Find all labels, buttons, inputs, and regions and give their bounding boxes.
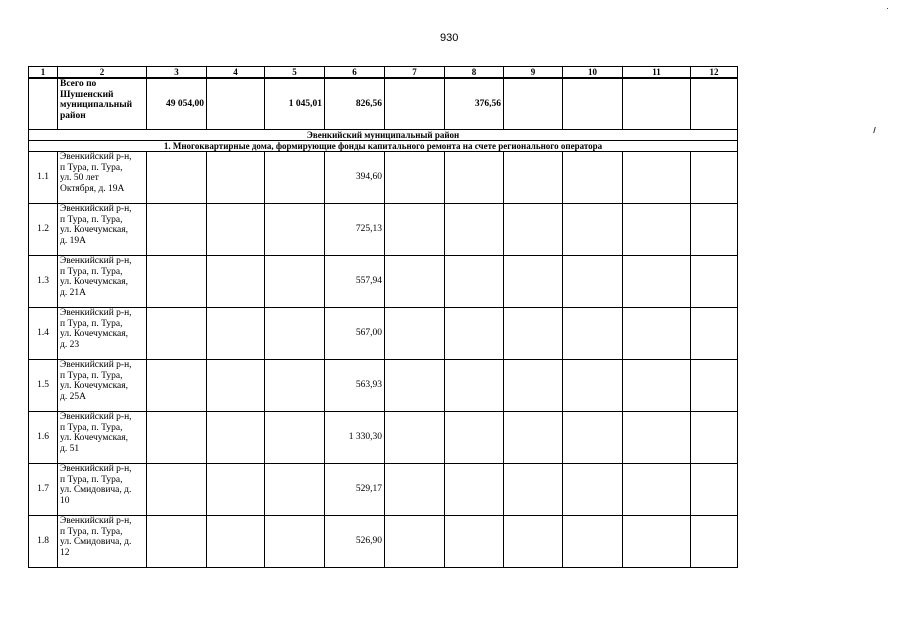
cell-col11 [623, 308, 691, 360]
cell-col6: 1 330,30 [325, 412, 385, 464]
cell-col6: 529,17 [325, 464, 385, 516]
row-number-cell: 1.2 [29, 204, 58, 256]
address-line: д. 51 [60, 443, 80, 454]
scan-mark [873, 127, 876, 133]
total-col6: 826,56 [325, 78, 385, 130]
capital-repair-table [28, 66, 738, 568]
cell-col4 [207, 204, 265, 256]
cell-col7 [385, 516, 445, 568]
address-line: Эвенкийский р-н, [60, 256, 132, 266]
address-cell [58, 516, 147, 568]
address-line: д. 19А [60, 235, 86, 246]
section-title: Эвенкийский муниципальный район [29, 130, 738, 141]
table-row [29, 256, 738, 308]
row-number-cell: 1.4 [29, 308, 58, 360]
column-number-header-row [29, 67, 738, 79]
address-line: Эвенкийский р-н, [60, 360, 132, 370]
address-line: п Тура, п. Тура, [60, 474, 123, 485]
row-number-cell: 1.6 [29, 412, 58, 464]
subsection-title-row [29, 141, 738, 152]
address-line: Эвенкийский р-н, [60, 152, 132, 162]
cell-col4 [207, 516, 265, 568]
column-header: 7 [385, 67, 445, 79]
row-number-cell: 1.1 [29, 152, 58, 204]
cell-col11 [623, 516, 691, 568]
scan-speck [887, 8, 888, 9]
address-line: д. 21А [60, 287, 86, 298]
column-header: 4 [207, 67, 265, 79]
cell-col4 [207, 412, 265, 464]
cell-col6: 557,94 [325, 256, 385, 308]
column-header: 1 [29, 67, 58, 79]
address-line: Эвенкийский р-н, [60, 516, 132, 526]
cell-col10 [563, 204, 623, 256]
cell-col3 [147, 256, 207, 308]
address-line: Эвенкийский р-н, [60, 464, 132, 474]
cell-col8 [445, 360, 504, 412]
address-line: п Тура, п. Тура, [60, 318, 123, 329]
address-cell [58, 152, 147, 204]
cell-col10 [563, 516, 623, 568]
cell-col8 [445, 204, 504, 256]
cell-col5 [265, 516, 325, 568]
cell-col9 [504, 204, 563, 256]
address-line: п Тура, п. Тура, [60, 370, 123, 381]
district-total-row [29, 78, 738, 130]
column-header: 8 [445, 67, 504, 79]
cell-col9 [504, 516, 563, 568]
cell-col5 [265, 360, 325, 412]
address-line: 10 [60, 495, 70, 506]
address-line: п Тура, п. Тура, [60, 526, 123, 537]
cell-col5 [265, 256, 325, 308]
cell-col6: 526,90 [325, 516, 385, 568]
cell-col12 [691, 204, 738, 256]
cell-col9 [504, 308, 563, 360]
cell-col10 [563, 152, 623, 204]
column-header: 6 [325, 67, 385, 79]
cell-col12 [691, 256, 738, 308]
cell-col7 [385, 256, 445, 308]
cell-col8 [445, 412, 504, 464]
total-col10 [563, 78, 623, 130]
cell-col10 [563, 464, 623, 516]
cell-col11 [623, 412, 691, 464]
cell-col8 [445, 464, 504, 516]
total-col12 [691, 78, 738, 130]
cell-col5 [265, 464, 325, 516]
cell-col11 [623, 204, 691, 256]
total-label-line: муниципальный [60, 100, 133, 110]
address-cell [58, 464, 147, 516]
total-num-cell [29, 78, 58, 130]
address-line: д. 23 [60, 339, 80, 350]
address-cell [58, 412, 147, 464]
address-line: п Тура, п. Тура, [60, 266, 123, 277]
table-row [29, 308, 738, 360]
cell-col4 [207, 256, 265, 308]
cell-col8 [445, 308, 504, 360]
cell-col8 [445, 152, 504, 204]
cell-col3 [147, 308, 207, 360]
address-line: ул. Кочечумская, [60, 329, 129, 339]
address-line: 12 [60, 547, 70, 558]
column-header: 9 [504, 67, 563, 79]
cell-col8 [445, 516, 504, 568]
address-line: Эвенкийский р-н, [60, 308, 132, 318]
total-col7 [385, 78, 445, 130]
cell-col7 [385, 152, 445, 204]
cell-col12 [691, 464, 738, 516]
address-line: ул. Кочечумская, [60, 433, 129, 443]
address-cell [58, 308, 147, 360]
column-header: 3 [147, 67, 207, 79]
address-line: п Тура, п. Тура, [60, 422, 123, 433]
cell-col7 [385, 360, 445, 412]
column-header: 10 [563, 67, 623, 79]
column-header: 5 [265, 67, 325, 79]
total-label-line: район [60, 110, 86, 121]
table-row [29, 204, 738, 256]
table-row [29, 516, 738, 568]
total-col8: 376,56 [445, 78, 504, 130]
cell-col6: 567,00 [325, 308, 385, 360]
address-line: п Тура, п. Тура, [60, 214, 123, 225]
address-line: ул. Кочечумская, [60, 381, 129, 391]
row-number-cell: 1.7 [29, 464, 58, 516]
cell-col12 [691, 308, 738, 360]
cell-col3 [147, 152, 207, 204]
total-col4 [207, 78, 265, 130]
cell-col4 [207, 308, 265, 360]
column-header: 12 [691, 67, 738, 79]
cell-col7 [385, 412, 445, 464]
cell-col5 [265, 308, 325, 360]
total-label-line: Всего по [60, 79, 97, 89]
cell-col3 [147, 516, 207, 568]
cell-col10 [563, 308, 623, 360]
address-line: Эвенкийский р-н, [60, 412, 132, 422]
column-header: 11 [623, 67, 691, 79]
address-cell [58, 360, 147, 412]
cell-col11 [623, 360, 691, 412]
cell-col10 [563, 412, 623, 464]
address-line: Эвенкийский р-н, [60, 204, 132, 214]
cell-col10 [563, 360, 623, 412]
column-header: 2 [58, 67, 147, 79]
cell-col5 [265, 152, 325, 204]
cell-col7 [385, 308, 445, 360]
total-col9 [504, 78, 563, 130]
subsection-title: 1. Многоквартирные дома, формирующие фонды капитального ремонта на счете регионального оператора [29, 141, 738, 152]
table-row [29, 360, 738, 412]
cell-col6: 725,13 [325, 204, 385, 256]
cell-col4 [207, 464, 265, 516]
address-line: ул. Смидовича, д. [60, 485, 132, 495]
cell-col5 [265, 204, 325, 256]
total-label-line: Шушенский [60, 89, 114, 100]
cell-col11 [623, 152, 691, 204]
cell-col9 [504, 360, 563, 412]
address-line: Октября, д. 19А [60, 183, 125, 194]
row-number-cell: 1.5 [29, 360, 58, 412]
row-number-cell: 1.3 [29, 256, 58, 308]
cell-col10 [563, 256, 623, 308]
cell-col12 [691, 360, 738, 412]
address-line: п Тура, п. Тура, [60, 162, 123, 173]
address-line: ул. 50 лет [60, 173, 99, 183]
cell-col6: 394,60 [325, 152, 385, 204]
cell-col3 [147, 204, 207, 256]
cell-col3 [147, 360, 207, 412]
cell-col9 [504, 464, 563, 516]
table-row [29, 412, 738, 464]
total-col11 [623, 78, 691, 130]
total-col5: 1 045,01 [265, 78, 325, 130]
table-row [29, 464, 738, 516]
cell-col11 [623, 464, 691, 516]
address-cell [58, 204, 147, 256]
cell-col7 [385, 204, 445, 256]
address-line: ул. Кочечумская, [60, 225, 129, 235]
address-line: ул. Смидовича, д. [60, 537, 132, 547]
address-line: ул. Кочечумская, [60, 277, 129, 287]
cell-col8 [445, 256, 504, 308]
section-title-row [29, 130, 738, 141]
address-cell [58, 256, 147, 308]
table-row [29, 152, 738, 204]
cell-col4 [207, 360, 265, 412]
cell-col5 [265, 412, 325, 464]
address-line: д. 25А [60, 391, 86, 402]
row-number-cell: 1.8 [29, 516, 58, 568]
cell-col3 [147, 412, 207, 464]
cell-col11 [623, 256, 691, 308]
cell-col12 [691, 412, 738, 464]
cell-col9 [504, 256, 563, 308]
cell-col4 [207, 152, 265, 204]
cell-col9 [504, 412, 563, 464]
cell-col6: 563,93 [325, 360, 385, 412]
cell-col9 [504, 152, 563, 204]
cell-col12 [691, 152, 738, 204]
cell-col3 [147, 464, 207, 516]
total-col3: 49 054,00 [147, 78, 207, 130]
page-number: 930 [440, 32, 459, 44]
total-label-cell [58, 78, 147, 130]
cell-col12 [691, 516, 738, 568]
cell-col7 [385, 464, 445, 516]
